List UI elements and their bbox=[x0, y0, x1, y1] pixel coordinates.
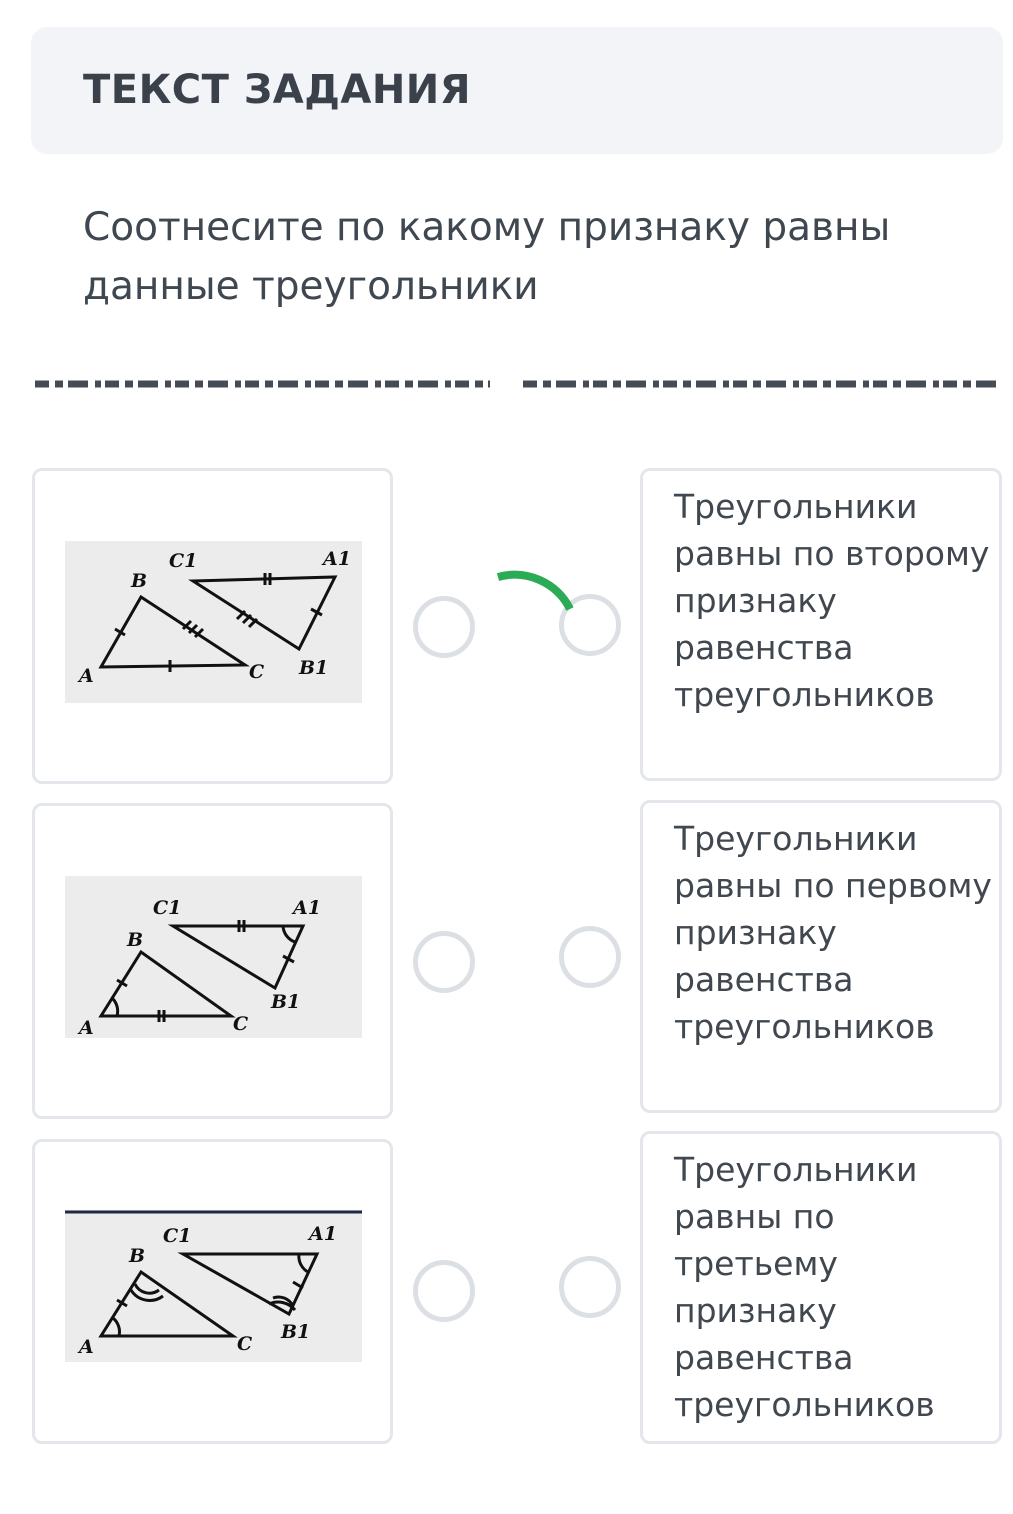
label-B1: B1 bbox=[281, 1321, 311, 1343]
label-A: A bbox=[79, 665, 94, 687]
label-C: C bbox=[233, 1013, 249, 1035]
figure-card-2[interactable] bbox=[32, 803, 393, 1119]
label-B1: B1 bbox=[271, 991, 301, 1013]
label-A: A bbox=[79, 1017, 94, 1038]
label-A1: A1 bbox=[323, 548, 351, 570]
answer-card-2[interactable] bbox=[640, 800, 1002, 1113]
label-A: A bbox=[79, 1336, 94, 1358]
answer-text-1: Треугольники равны по второму признаку равенства треугольников bbox=[674, 487, 990, 714]
right-connector-2[interactable] bbox=[559, 926, 621, 988]
triangles-figure-2 bbox=[65, 876, 362, 1038]
triangles-figure-1 bbox=[65, 541, 362, 703]
task-header-title: ТЕКСТ ЗАДАНИЯ bbox=[83, 67, 472, 113]
answer-card-1[interactable] bbox=[640, 468, 1002, 781]
label-C: C bbox=[249, 661, 265, 683]
label-C1: C1 bbox=[153, 897, 182, 919]
answer-text-3: Треугольники равны по третьему признаку равенства треугольников bbox=[674, 1150, 935, 1424]
label-C1: C1 bbox=[169, 550, 198, 572]
label-A1: A1 bbox=[293, 897, 321, 919]
figure-card-3[interactable] bbox=[32, 1139, 393, 1444]
left-connector-3[interactable] bbox=[413, 1260, 475, 1322]
task-header bbox=[31, 27, 1003, 154]
label-C1: C1 bbox=[163, 1225, 192, 1247]
label-A1: A1 bbox=[309, 1223, 337, 1245]
triangles-figure-3 bbox=[65, 1210, 362, 1362]
loading-spinner-icon bbox=[492, 561, 582, 621]
label-B: B bbox=[131, 570, 148, 592]
label-B: B bbox=[129, 1245, 146, 1267]
left-connector-2[interactable] bbox=[413, 931, 475, 993]
answer-text-2: Треугольники равны по первому признаку равенства треугольников bbox=[674, 819, 992, 1046]
right-connector-3[interactable] bbox=[559, 1256, 621, 1318]
answer-card-3[interactable] bbox=[640, 1131, 1002, 1444]
task-description: Соотнесите по какому признаку равны данные треугольники bbox=[83, 205, 891, 309]
dashed-divider bbox=[35, 378, 998, 390]
left-connector-1[interactable] bbox=[413, 596, 475, 658]
label-C: C bbox=[237, 1333, 253, 1355]
label-B1: B1 bbox=[299, 657, 329, 679]
figure-card-1[interactable] bbox=[32, 468, 393, 784]
label-B: B bbox=[127, 929, 144, 951]
